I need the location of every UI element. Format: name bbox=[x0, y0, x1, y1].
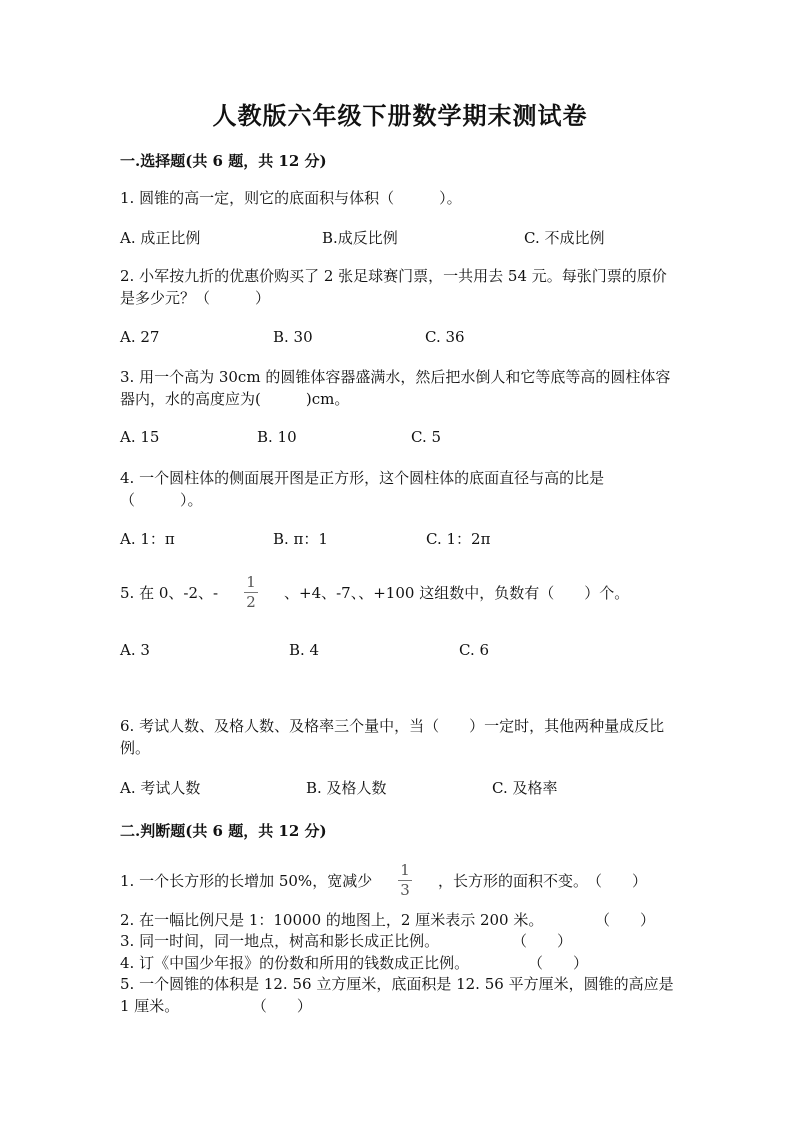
q2-option-a: A. 27 bbox=[120, 328, 160, 346]
judgement-2: 2. 在一幅比例尺是 1：10000 的地图上，2 厘米表示 200 米。 bbox=[120, 911, 544, 929]
judgement-3: 3. 同一时间，同一地点，树高和影长成正比例。 bbox=[120, 932, 440, 950]
q6-option-c: C. 及格率 bbox=[492, 779, 558, 797]
fraction-one-third bbox=[398, 862, 412, 899]
q4-option-b: B. π：1 bbox=[273, 530, 328, 548]
page-title: 人教版六年级下册数学期末测试卷 bbox=[212, 101, 588, 130]
judgement-5-text: 5. 一个圆锥的体积是 12. 56 立方厘米，底面积是 12. 56 平方厘米，圆锥的高应是 1 厘米。 bbox=[120, 975, 674, 1015]
fraction-denominator: 2 bbox=[246, 593, 256, 611]
question-2: 2. 小军按九折的优惠价购买了 2 张足球赛门票，一共用去 54 元。每张门票的原价是多少元？（ ） bbox=[120, 267, 667, 307]
judgement-4: 4. 订《中国少年报》的份数和所用的钱数成正比例。 bbox=[120, 954, 470, 972]
judgement-4-answer-blank: （ ） bbox=[528, 954, 589, 972]
section-heading-choice: 一.选择题(共 6 题，共 12 分) bbox=[120, 152, 327, 170]
q2-option-c: C. 36 bbox=[425, 328, 465, 346]
q5-option-b: B. 4 bbox=[289, 641, 320, 659]
q3-option-c: C. 5 bbox=[411, 428, 442, 446]
question-3: 3. 用一个高为 30cm 的圆锥体容器盛满水，然后把水倒人和它等底等高的圆柱体容器内，水的高度应为( )cm。 bbox=[120, 368, 671, 408]
q3-option-b: B. 10 bbox=[257, 428, 297, 446]
fraction-one-half bbox=[244, 574, 258, 611]
q1-option-b: B.成反比例 bbox=[322, 229, 398, 247]
q1-option-c: C. 不成比例 bbox=[524, 229, 605, 247]
judgement-1-end: ，长方形的面积不变。 bbox=[438, 872, 589, 890]
judgement-3-answer-blank: （ ） bbox=[512, 932, 573, 950]
question-4: 4. 一个圆柱体的侧面展开图是正方形，这个圆柱体的底面直径与高的比是（ ）。 bbox=[120, 469, 605, 509]
q1-option-a: A. 成正比例 bbox=[120, 229, 201, 247]
judgement-5-answer-blank: （ ） bbox=[259, 997, 312, 1015]
question-5-end: 、+4、-7、、+100 这组数中，负数有（ ）个。 bbox=[284, 584, 630, 602]
q3-option-a: A. 15 bbox=[120, 428, 160, 446]
judgement-1-answer-blank: （ ） bbox=[587, 872, 648, 890]
q4-option-a: A. 1：π bbox=[120, 530, 175, 548]
q5-option-a: A. 3 bbox=[120, 641, 150, 659]
fraction-numerator: 1 bbox=[400, 861, 410, 879]
question-6: 6. 考试人数、及格人数、及格率三个量中，当（ ）一定时，其他两种量成反比例。 bbox=[120, 717, 665, 757]
judgement-5 bbox=[120, 973, 675, 1017]
question-5-start: 5. 在 0、-2、- bbox=[120, 584, 219, 602]
q2-option-b: B. 30 bbox=[273, 328, 313, 346]
q4-option-c: C. 1：2π bbox=[426, 530, 491, 548]
q6-option-a: A. 考试人数 bbox=[120, 779, 201, 797]
section-heading-judgement: 二.判断题(共 6 题，共 12 分) bbox=[120, 822, 327, 840]
fraction-numerator: 1 bbox=[246, 573, 256, 591]
q6-option-b: B. 及格人数 bbox=[306, 779, 387, 797]
fraction-denominator: 3 bbox=[400, 881, 410, 899]
q5-option-c: C. 6 bbox=[459, 641, 490, 659]
question-1: 1. 圆锥的高一定，则它的底面积与体积（ ）。 bbox=[120, 189, 462, 207]
judgement-1-start: 1. 一个长方形的长增加 50%，宽减少 bbox=[120, 872, 373, 890]
judgement-2-answer-blank: （ ） bbox=[595, 911, 656, 929]
